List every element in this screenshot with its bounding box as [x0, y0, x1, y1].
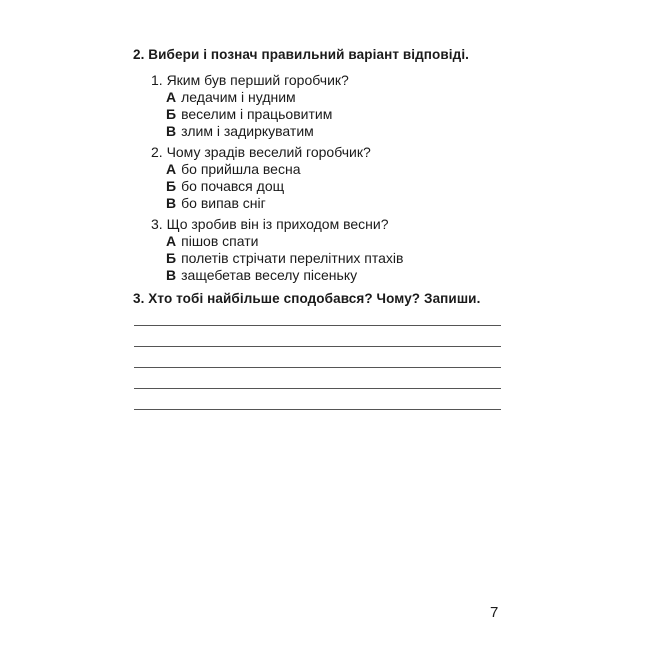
answer-line[interactable]	[134, 346, 501, 347]
page-number: 7	[490, 604, 499, 621]
question-1-option-c[interactable]	[166, 123, 314, 139]
option-text: защебетав веселу пісеньку	[181, 267, 358, 283]
option-text: бо почався дощ	[181, 178, 285, 194]
task-3-title: 3. Хто тобі найбільше сподобався? Чому? Запиши.	[133, 291, 481, 306]
option-text: полетів стрічати перелітних птахів	[181, 250, 404, 266]
option-letter: Б	[166, 178, 177, 194]
question-2-option-c[interactable]	[166, 195, 266, 211]
question-3-text: 3. Що зробив він із приходом весни?	[151, 216, 389, 232]
option-letter: А	[166, 161, 177, 177]
question-3-option-c[interactable]	[166, 267, 357, 283]
option-text: бо прийшла весна	[181, 161, 301, 177]
option-letter: Б	[166, 106, 177, 122]
question-3-option-a[interactable]	[166, 233, 258, 249]
option-letter: Б	[166, 250, 177, 266]
option-letter: В	[166, 195, 177, 211]
option-text: злим і задиркуватим	[181, 123, 314, 139]
option-letter: В	[166, 123, 177, 139]
question-2-option-a[interactable]	[166, 161, 301, 177]
option-text: бо випав сніг	[181, 195, 266, 211]
answer-line[interactable]	[134, 388, 501, 389]
answer-line[interactable]	[134, 325, 501, 326]
option-text: ледачим і нудним	[181, 89, 296, 105]
option-letter: А	[166, 233, 177, 249]
question-1-option-b[interactable]	[166, 106, 332, 122]
question-1-text: 1. Яким був перший горобчик?	[151, 72, 349, 88]
option-letter: А	[166, 89, 177, 105]
option-text: веселим і працьовитим	[181, 106, 333, 122]
question-2-option-b[interactable]	[166, 178, 284, 194]
option-text: пішов спати	[181, 233, 259, 249]
task-2-title: 2. Вибери і познач правильний варіант відповіді.	[133, 47, 470, 62]
question-3-option-b[interactable]	[166, 250, 403, 266]
answer-line[interactable]	[134, 367, 501, 368]
option-letter: В	[166, 267, 177, 283]
answer-line[interactable]	[134, 409, 501, 410]
question-1-option-a[interactable]	[166, 89, 296, 105]
question-2-text: 2. Чому зрадів веселий горобчик?	[151, 144, 371, 160]
